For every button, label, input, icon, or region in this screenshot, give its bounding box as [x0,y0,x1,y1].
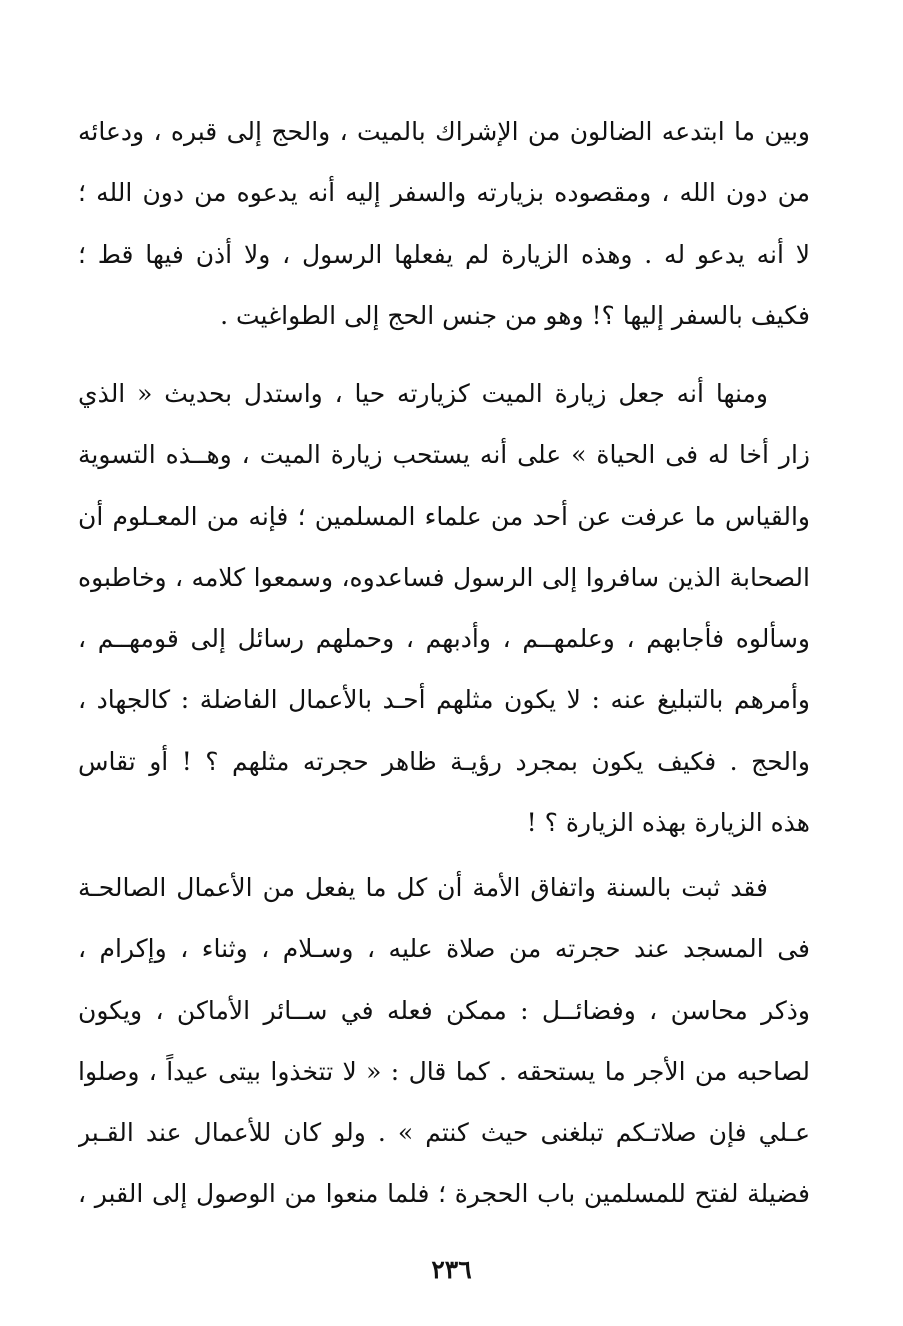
text-line: وبين ما ابتدعه الضالون من الإشراك بالميت ، والحج إلى قبره ، ودعائه [78,117,810,146]
text-line: زار أخا له فى الحياة » على أنه يستحب زيارة الميت ، وهــذه التسوية [78,440,810,470]
text-line: والقياس ما عرفت عن أحد من علماء المسلمين ؛ فإنه من المعـلوم أن [78,501,810,531]
text-line: من دون الله ، ومقصوده بزيارته والسفر إليه أنه يدعوه من دون الله ؛ [78,178,810,208]
text-line: ومنها أنه جعل زيارة الميت كزيارته حيا ، واستدل بحديث « الذي [78,379,768,408]
text-line: فقد ثبت بالسنة واتفاق الأمة أن كل ما يفعل من الأعمال الصالحـة [78,873,768,902]
text-line: وأمرهم بالتبليغ عنه : لا يكون مثلهم أحـد بالأعمال الفاضلة : كالجهاد ، [78,685,810,715]
text-line: وسألوه فأجابهم ، وعلمهــم ، وأدبهم ، وحملهم رسائل إلى قومهــم ، [78,624,810,654]
paragraph-2 [78,363,810,853]
text-line: لصاحبه من الأجر ما يستحقه . كما قال : « لا تتخذوا بيتى عيداً ، وصلوا [78,1056,810,1086]
text-line: الصحابة الذين سافروا إلى الرسول فساعدوه، وسمعوا كلامه ، وخاطبوه [78,562,810,592]
text-line: وذكر محاسن ، وفضائــل : ممكن فعله في ســائر الأماكن ، ويكون [78,995,810,1025]
text-line: فى المسجد عند حجرته من صلاة عليه ، وسـلام ، وثناء ، وإكرام ، [78,934,810,964]
text-line: فضيلة لفتح للمسلمين باب الحجرة ؛ فلما منعوا من الوصول إلى القبر ، [78,1179,810,1209]
text-line: والحج . فكيف يكون بمجرد رؤيـة ظاهر حجرته مثلهم ؟ ! أو تقاس [78,746,810,776]
page-number: ٢٣٦ [431,1255,472,1284]
text-line: فكيف بالسفر إليها ؟! وهو من جنس الحج إلى الطواغيت . [220,300,810,330]
text-line: عـلي فإن صلاتـكم تبلغنى حيث كنتم » . ولو كان للأعمال عند القـبر [78,1118,810,1148]
paragraph-1 [78,101,810,346]
text-line: هذه الزيارة بهذه الزيارة ؟ ! [526,808,810,838]
text-line: لا أنه يدعو له . وهذه الزيارة لم يفعلها الرسول ، ولا أذن فيها قط ؛ [78,239,810,269]
paragraph-3 [78,857,810,1225]
